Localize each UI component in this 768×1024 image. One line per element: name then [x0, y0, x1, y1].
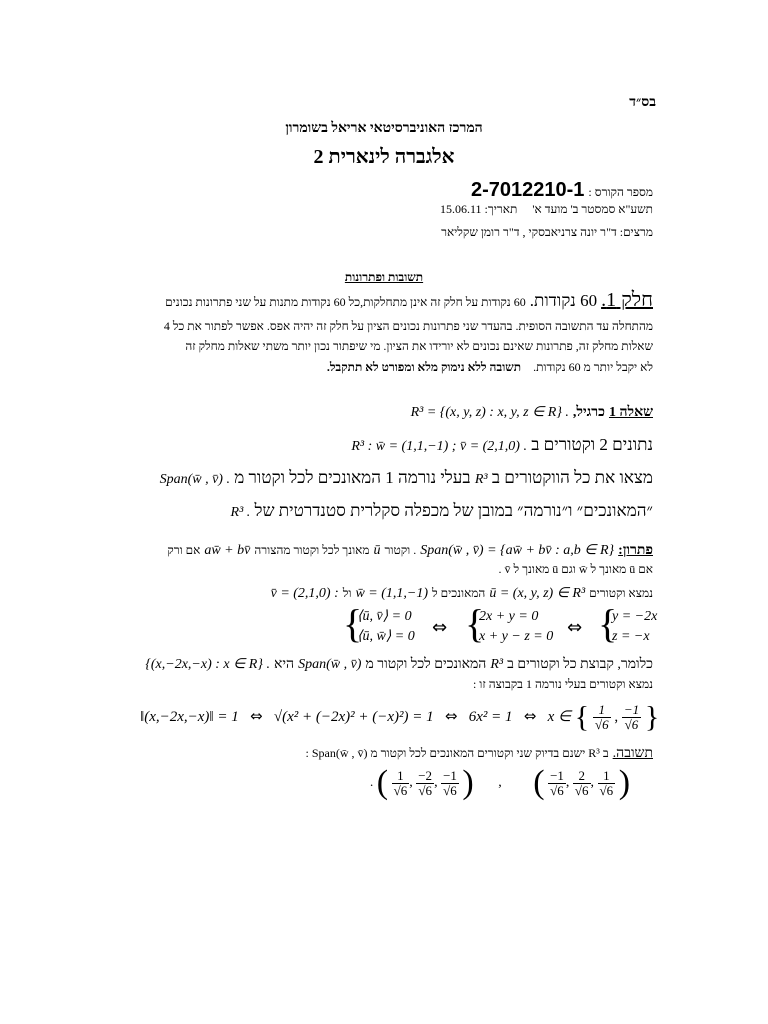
- document-heading: תשובות ופתרונות: [344, 270, 424, 284]
- vec1-num-3: 1: [598, 769, 616, 784]
- norm-intro: נמצא וקטורים בעלי נורמה 1 בקבוצה זו :: [472, 677, 653, 691]
- part1-intro-line1: [165, 290, 653, 310]
- solution-line3: [271, 585, 653, 601]
- answer-line: [306, 745, 653, 761]
- norm-eq-4: x ∈: [547, 709, 572, 725]
- system2-row1: 2x + y = 0: [479, 609, 539, 624]
- note-math: R³ .: [230, 505, 251, 520]
- system1-row1: ⟨ū, v̄⟩ = 0: [357, 609, 412, 624]
- vec1-den-3: √6: [599, 782, 614, 798]
- solution-text-b: מאונך לכל וקטור מהצורה: [254, 543, 370, 557]
- part1-intro-text-3: לא יקבל יותר מ 60 נקודות.: [533, 360, 653, 374]
- r3-definition: R³ = {(x, y, z) : x, y, z ∈ R} .: [410, 405, 569, 420]
- sol-den-2: √6: [624, 717, 639, 733]
- iff-3: ⇔: [250, 707, 263, 725]
- course-number: 2-7012210-1: [470, 179, 585, 201]
- norm-eq-2: √(x² + (−2x)² + (−x)²) = 1: [273, 709, 434, 725]
- system-inner-products: [357, 607, 415, 647]
- vec2-den-3: √6: [443, 782, 457, 798]
- lecturers: מרצים: ד"ר יונה צרניאבסקי , ד"ר רומן שקליאר: [441, 225, 653, 239]
- question1-task: מצאו את כל הווקטורים ב R³ בעלי נורמה 1 המאונכים לכל וקטור מ Span(w̄ , v̄) .: [159, 468, 653, 487]
- vec2-num-2: −2: [418, 767, 433, 783]
- system-solution: [612, 607, 657, 647]
- system1-row2: ⟨ū, w̄⟩ = 0: [357, 629, 415, 644]
- question1-header: [411, 404, 653, 420]
- part1-intro-text-0: 60 נקודות על חלק זה אינן מתחלקות,כל 60 נקודות מתנות על שני פתרונות נכונים: [165, 295, 526, 309]
- system2-row2: x + y − z = 0: [479, 629, 554, 644]
- conclusion-text-c: היא: [273, 657, 295, 672]
- iff-2: ⇔: [567, 617, 583, 638]
- vector-v-def: v̄ = (2,1,0) :: [270, 586, 339, 601]
- question1-note: [231, 502, 653, 520]
- sol-num-2: −1: [623, 702, 640, 718]
- sol-num-1: 1: [593, 703, 611, 718]
- solution-text-d: נמצא וקטורים: [589, 586, 653, 600]
- span-definition: Span(w̄ , v̄) = {aw̄ + bv̄ : a,b ∈ R}: [420, 543, 615, 558]
- sol-den-1: √6: [594, 717, 609, 733]
- vec1-den-2: √6: [574, 782, 589, 798]
- conclusion-span: Span(w̄ , v̄): [298, 657, 362, 672]
- part1-points: 60 נקודות.: [529, 291, 598, 310]
- given-text: נתונים 2 וקטורים ב: [531, 435, 653, 454]
- exam-date: 15.06.11: [439, 202, 482, 216]
- task-span: Span(w̄ , v̄) .: [159, 472, 230, 487]
- vec2-den-1: √6: [393, 782, 408, 798]
- conclusion-text-a: כלומר, קבוצת כל וקטורים ב: [507, 657, 653, 672]
- iff-4: ⇔: [444, 707, 458, 725]
- question1-kind: כרגיל,: [572, 405, 605, 420]
- course-title: אלגברה לינארית 2: [313, 146, 455, 168]
- part1-intro-text-1: מהתחלה עד התשובה הסופית. בהעדר שני פתרונות נכונים הציון על חלק זה יהיה אפס. אפשר לפתור את כל 4: [163, 319, 653, 333]
- answer-vectors: . ( $\frac{1}{√6}$ , $\frac{-2}{√6}$ , $\frac{-1}{√6}$ ) , ( $\frac{-1}{√6}$ , $\frac{2}{√6}$ , $\frac{1}{√6}$ ): [370, 764, 631, 801]
- brace-1: {: [343, 601, 363, 646]
- conclusion-line: כלומר, קבוצת כל וקטורים ב R³ המאונכים לכל וקטור מ Span(w̄ , v̄) היא {(x,−2x,−x) : x ∈ R} .: [145, 657, 653, 672]
- norm-eq-1: ‖(x,−2x,−x)‖ = 1: [140, 709, 239, 725]
- task-text: מצאו את כל הווקטורים ב: [491, 468, 653, 487]
- solution-text-f: ול: [342, 586, 352, 600]
- iff-1: ⇔: [432, 617, 448, 638]
- answer-label: תשובה.: [612, 746, 653, 761]
- system3-row2: z = −x: [612, 629, 650, 644]
- conclusion-text-b: המאונכים לכל וקטור מ: [365, 657, 487, 672]
- bsd-mark: בס״ד: [629, 95, 656, 110]
- vec2-den-2: √6: [418, 782, 432, 798]
- system-linear: [479, 607, 553, 647]
- iff-5: ⇔: [523, 707, 537, 725]
- given-vectors: R³ : w̄ = (1,1,−1) ; v̄ = (2,1,0) .: [351, 439, 527, 454]
- note-text: ״המאונכים״ ו״נורמה״ במובן של מכפלה סקלרית סטנדרטית של: [254, 501, 653, 520]
- task-mid: בעלי נורמה 1 המאונכים לכל וקטור מ: [234, 468, 471, 487]
- solution-text-e: המאונכים ל: [432, 586, 486, 600]
- part1-intro-line4: [327, 361, 653, 373]
- brace-2: {: [465, 601, 485, 646]
- vector-u-def: ū = (x, y, z) ∈ R³: [489, 586, 586, 601]
- solution-line1: פתרון: Span(w̄ , v̄) = {aw̄ + bv̄ : a,b ∈ R} . וקטור ū מאונך לכל וקטור מהצורה aw̄ + bv̄ אם ורק: [167, 543, 653, 558]
- solution-line2: אם ū מאונך ל w̄ וגם ū מאונך ל v̄ .: [498, 562, 653, 576]
- system3-row1: y = −2x: [612, 609, 658, 624]
- solution-text-c: אם ורק: [167, 543, 201, 557]
- vector-w-def: w̄ = (1,1,−1): [355, 586, 429, 601]
- linear-combination: aw̄ + bv̄: [204, 543, 251, 558]
- vec2-num-3: −1: [443, 767, 457, 783]
- university-name: המרכז האוניברסיטאי אריאל בשומרון: [285, 121, 483, 136]
- norm-eq-3: 6x² = 1: [468, 709, 513, 725]
- vec1-den-1: √6: [550, 782, 564, 798]
- course-number-row: [471, 180, 653, 200]
- date-label: תאריך:: [484, 202, 518, 216]
- question1-given: [351, 436, 653, 454]
- course-number-label: מספר הקורס :: [588, 185, 653, 199]
- part1-label: חלק 1.: [601, 289, 653, 311]
- part1-intro-text-2: שאלות מחלק זה, פתרונות שאינם נכונים לא יורידו את הציון. מי שיפתור נכון יותר משתי שאלות מחלק זה: [185, 339, 653, 353]
- brace-3: {: [598, 601, 618, 646]
- norm-equation-chain: ‖(x,−2x,−x)‖ = 1 ⇔ √(x² + (−2x)² + (−x)²) = 1 ⇔ 6x² = 1 ⇔ x ∈ { $\frac{1}{√6}$ , $\frac{-1}{√6}$ }: [140, 700, 660, 734]
- semester: תשע"א סמסטר ב' מועד א': [532, 202, 653, 216]
- vector-separator: ,: [498, 775, 502, 791]
- orthogonal-set: {(x,−2x,−x) : x ∈ R} .: [145, 657, 270, 672]
- vec1-num-1: −1: [550, 767, 564, 783]
- solution-label: פתרון:: [618, 543, 653, 558]
- part1-intro-bold: תשובה ללא נימוק מלא ומפורט לא תתקבל.: [326, 360, 522, 374]
- vec2-num-1: 1: [392, 769, 410, 784]
- answer-text: ב R³ ישנם בדיוק שני וקטורים המאונכים לכל וקטור מ Span(w̄ , v̄) :: [305, 746, 609, 760]
- solution-text-a: . וקטור: [384, 543, 417, 557]
- question1-label: שאלה 1: [608, 405, 653, 420]
- semester-row: [440, 203, 653, 215]
- vec1-num-2: 2: [573, 769, 591, 784]
